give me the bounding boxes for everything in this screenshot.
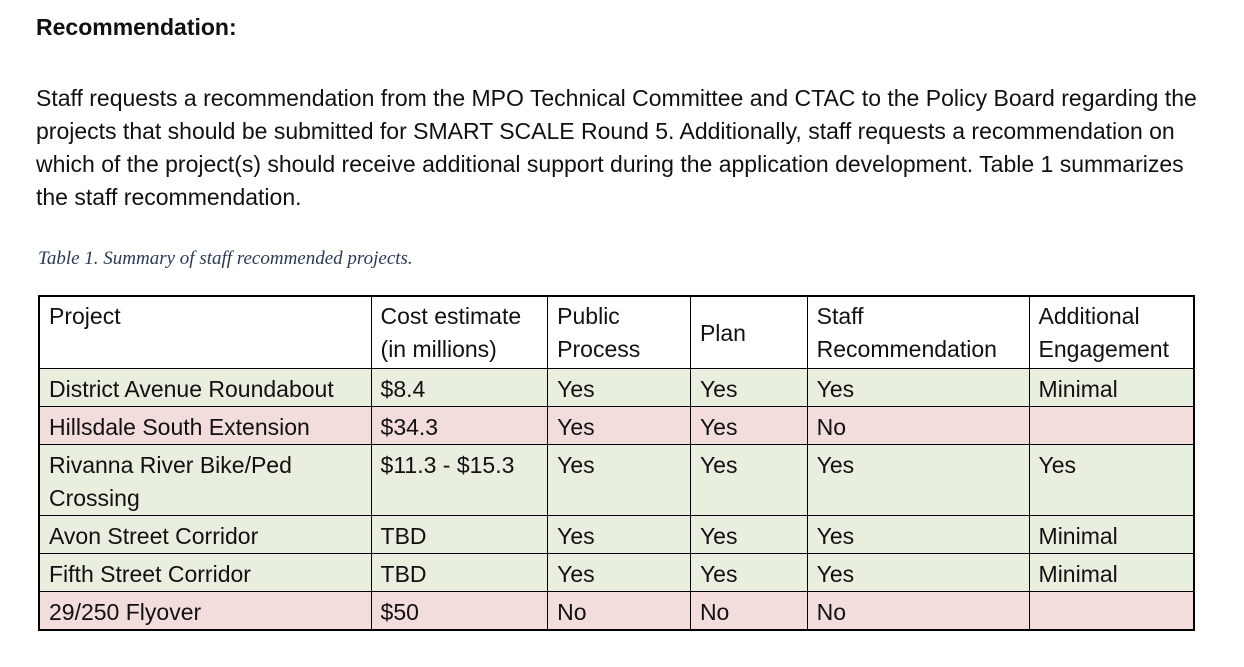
cell-plan: No	[690, 592, 807, 631]
body-paragraph: Staff requests a recommendation from the MPO Technical Committee and CTAC to the Policy Board regarding the projects that should be submitted for SMART SCALE Round 5. Additionally, staff requests a recommendation on which of the project(s) should receive additional support during the application development. Table 1 summarizes the staff recommendation.	[36, 85, 1197, 210]
cell-public-process: Yes	[548, 407, 691, 445]
header-plan: Plan	[690, 296, 807, 369]
cell-staff-recommendation: Yes	[807, 445, 1029, 516]
table-row	[39, 516, 1194, 554]
cell-additional-engagement: Minimal	[1029, 369, 1194, 407]
cell-cost-estimate: $50	[371, 592, 548, 631]
cell-additional-engagement: Minimal	[1029, 554, 1194, 592]
cell-plan: Yes	[690, 554, 807, 592]
cell-cost-estimate: $34.3	[371, 407, 548, 445]
cell-plan: Yes	[690, 516, 807, 554]
cell-project: 29/250 Flyover	[39, 592, 371, 631]
cell-project: Fifth Street Corridor	[39, 554, 371, 592]
cell-staff-recommendation: Yes	[807, 516, 1029, 554]
cell-staff-recommendation: No	[807, 592, 1029, 631]
cell-staff-recommendation: No	[807, 407, 1029, 445]
table-row	[39, 407, 1194, 445]
table-caption: Table 1. Summary of staff recommended projects.	[38, 248, 413, 269]
cell-plan: Yes	[690, 407, 807, 445]
cell-cost-estimate: $8.4	[371, 369, 548, 407]
header-project: Project	[39, 296, 371, 369]
table-row	[39, 554, 1194, 592]
table-row	[39, 369, 1194, 407]
cell-public-process: Yes	[548, 369, 691, 407]
header-public-process: Public Process	[548, 296, 691, 369]
cell-additional-engagement: Yes	[1029, 445, 1194, 516]
cell-plan: Yes	[690, 369, 807, 407]
section-heading: Recommendation:	[36, 14, 237, 40]
cell-public-process: No	[548, 592, 691, 631]
header-staff-recommendation: Staff Recommendation	[807, 296, 1029, 369]
cell-project: Rivanna River Bike/Ped Crossing	[39, 445, 371, 516]
summary-table	[38, 295, 1195, 631]
header-additional-engagement: Additional Engagement	[1029, 296, 1194, 369]
cell-additional-engagement	[1029, 592, 1194, 631]
cell-staff-recommendation: Yes	[807, 369, 1029, 407]
cell-additional-engagement	[1029, 407, 1194, 445]
table-row	[39, 445, 1194, 516]
header-cost-estimate: Cost estimate (in millions)	[371, 296, 548, 369]
cell-cost-estimate: TBD	[371, 554, 548, 592]
cell-staff-recommendation: Yes	[807, 554, 1029, 592]
cell-plan: Yes	[690, 445, 807, 516]
cell-project: District Avenue Roundabout	[39, 369, 371, 407]
cell-cost-estimate: TBD	[371, 516, 548, 554]
table-header-row	[39, 296, 1194, 369]
cell-public-process: Yes	[548, 554, 691, 592]
table-row	[39, 592, 1194, 631]
cell-cost-estimate: $11.3 - $15.3	[371, 445, 548, 516]
cell-project: Hillsdale South Extension	[39, 407, 371, 445]
cell-public-process: Yes	[548, 516, 691, 554]
cell-public-process: Yes	[548, 445, 691, 516]
cell-project: Avon Street Corridor	[39, 516, 371, 554]
cell-additional-engagement: Minimal	[1029, 516, 1194, 554]
